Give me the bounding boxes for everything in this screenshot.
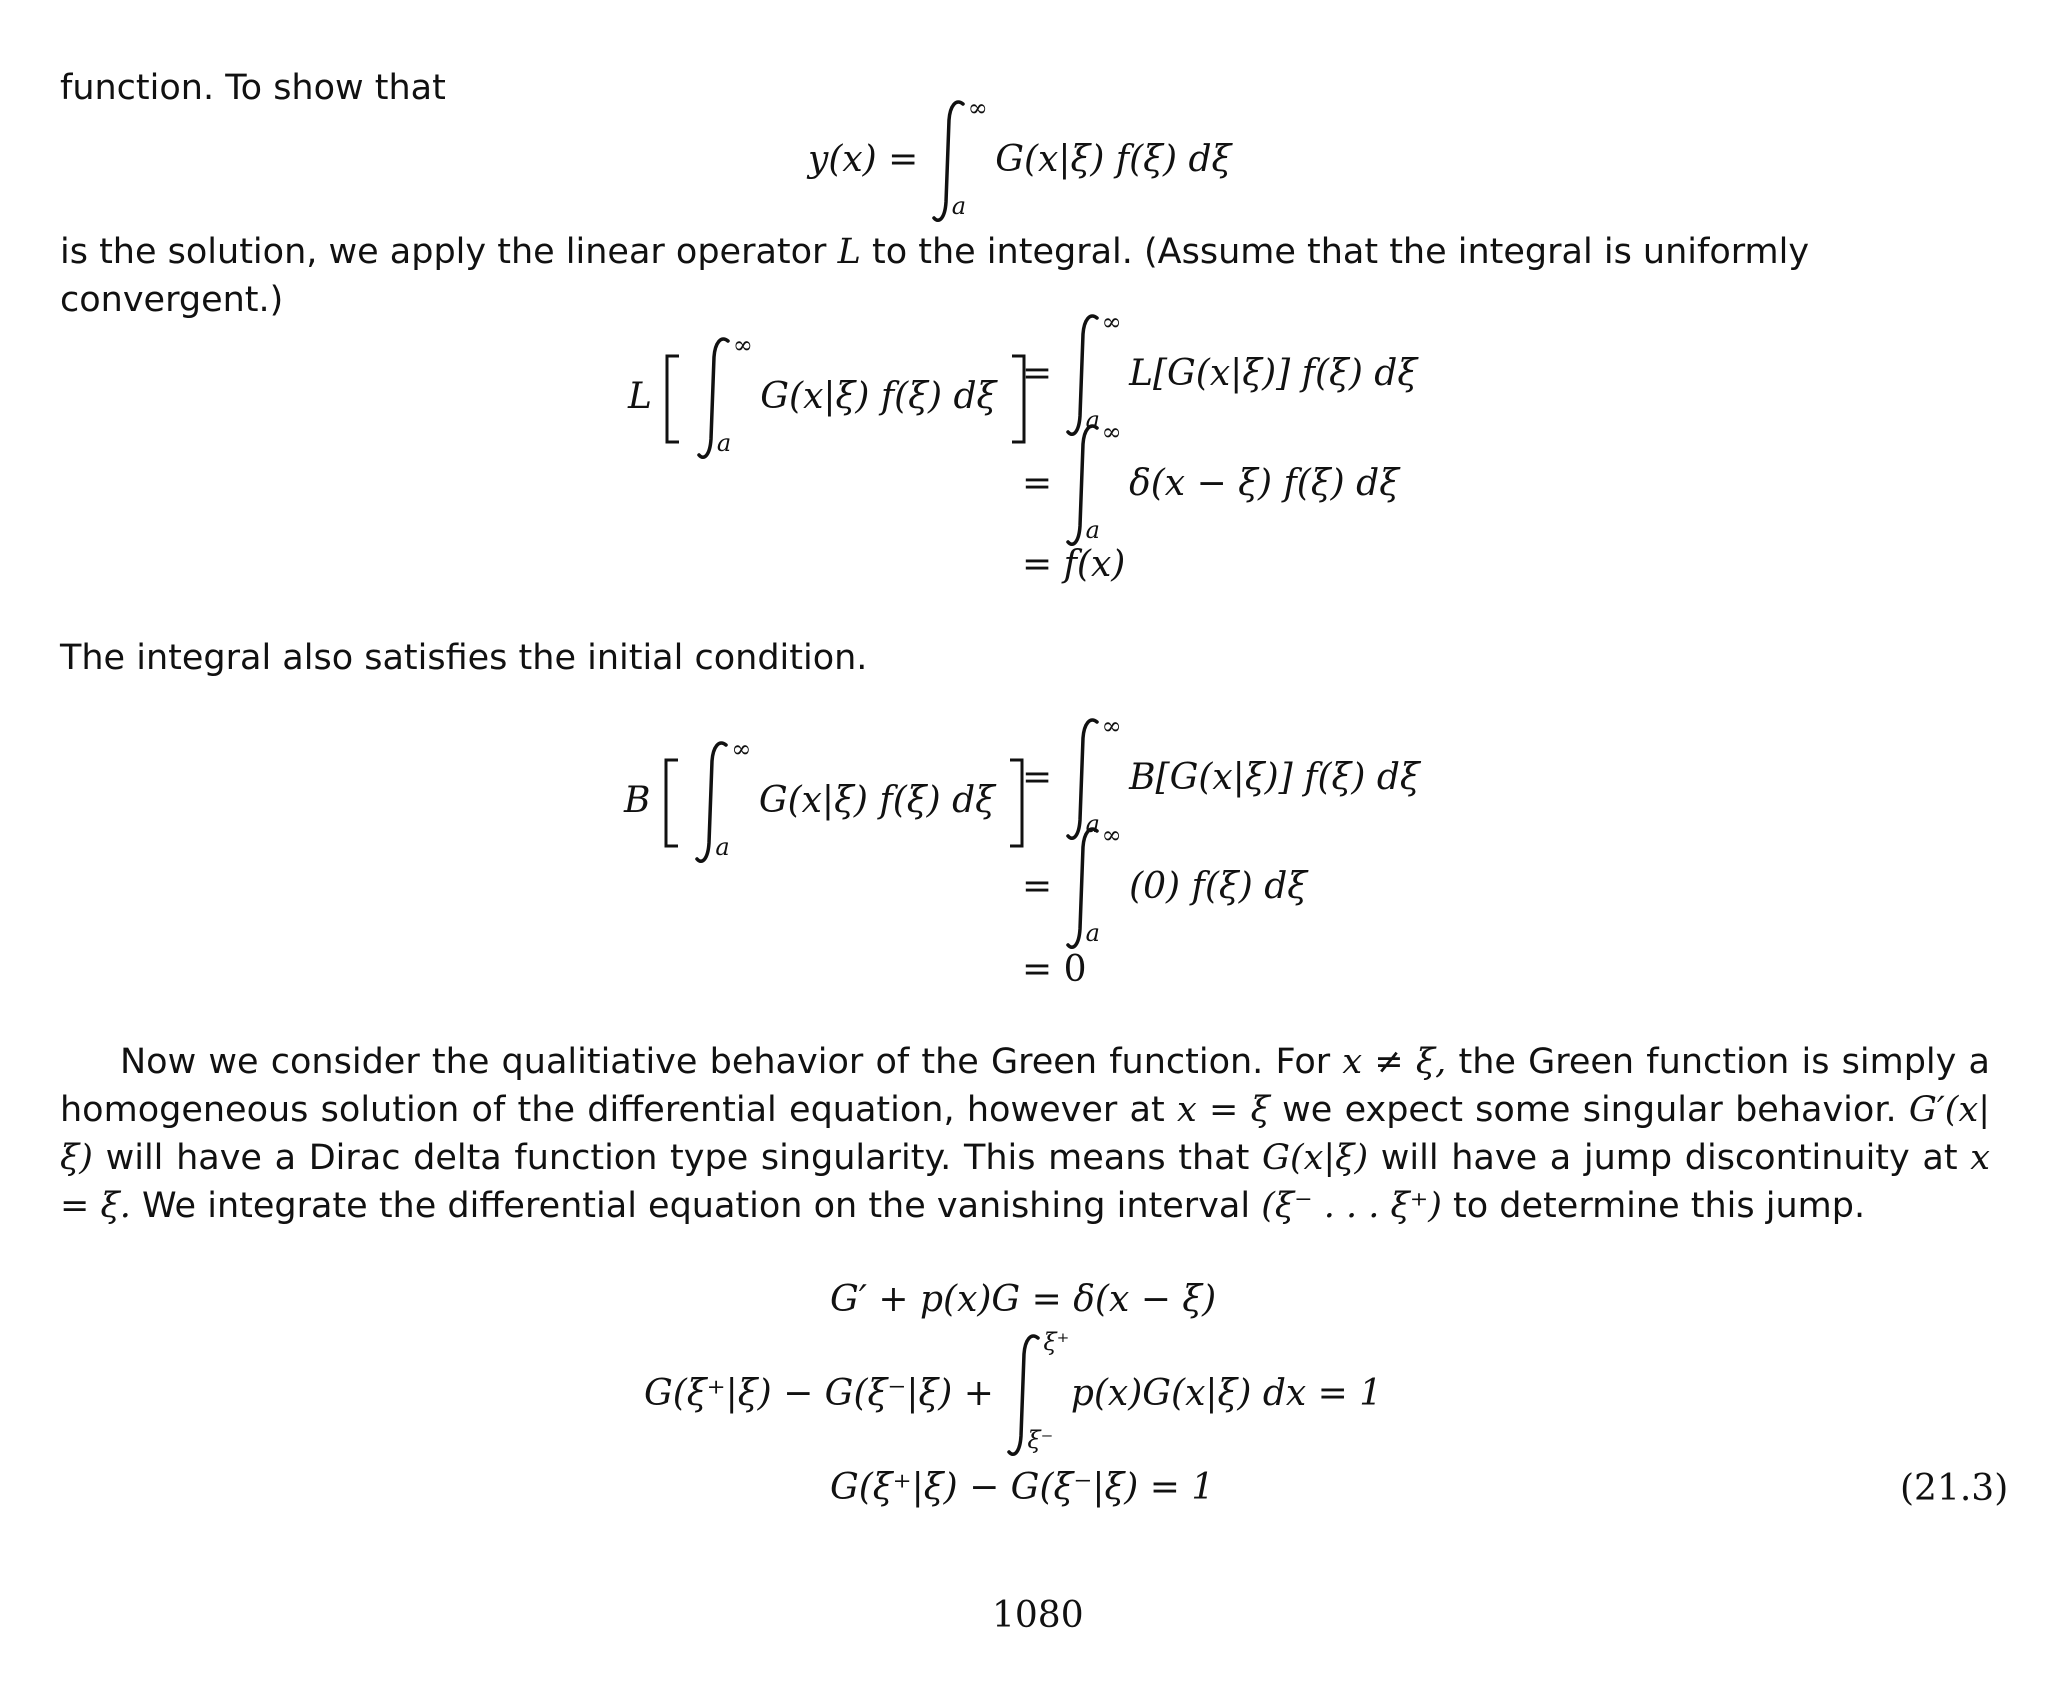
- integral-sign-icon: [930, 94, 988, 220]
- eq1-lower-limit: a: [951, 192, 967, 220]
- eqG-line2-right: p(x)G(x|ξ) dx = 1: [1070, 1373, 1383, 1414]
- math-g: G(x|ξ): [1262, 1138, 1369, 1178]
- para-text-b: the Green function is simply a homogeneous solution of the differential equation, however at: [60, 1042, 1990, 1130]
- eqL-operator: L: [628, 376, 652, 417]
- equation-number: (21.3): [1900, 1468, 2009, 1509]
- eqG-line2-left: G(ξ⁺|ξ) − G(ξ⁻|ξ) +: [644, 1373, 994, 1414]
- integral-sign-icon: [693, 735, 752, 861]
- integral-sign-icon: [1064, 821, 1122, 947]
- equation-y-of-x: [808, 94, 1232, 220]
- integral-sign-icon: [1064, 712, 1122, 838]
- math-x-eq-xi: x = ξ: [1176, 1090, 1270, 1130]
- eqL-inner: G(x|ξ) f(ξ) dξ: [760, 376, 997, 417]
- eqL-inner-upper: ∞: [732, 331, 753, 359]
- page-number: 1080: [992, 1595, 1084, 1636]
- eqL-row1-upper: ∞: [1101, 308, 1122, 336]
- eqL-row1: L[G(x|ξ)] f(ξ) dξ: [1129, 353, 1418, 394]
- paragraph-apply-operator: [60, 228, 1990, 324]
- equation-L-lhs: [628, 331, 1028, 457]
- eqL-inner-lower: a: [716, 429, 732, 457]
- eqL-row2-upper: ∞: [1101, 418, 1122, 446]
- operator-L: L: [837, 232, 861, 272]
- math-x-eq-xi-dot: x = ξ.: [60, 1138, 1990, 1226]
- paragraph-qualitative-behavior: [60, 1038, 1990, 1230]
- eqB-row2-upper: ∞: [1101, 821, 1122, 849]
- text-apply: is the solution, we apply the linear operator: [60, 232, 827, 272]
- eqB-equals-2: =: [1022, 866, 1053, 907]
- eq1-upper-limit: ∞: [967, 94, 988, 122]
- integral-sign-icon: [695, 331, 753, 457]
- eqB-row1: B[G(x|ξ)] f(ξ) dξ: [1129, 757, 1420, 798]
- eqG-lower-limit: ξ⁻: [1027, 1426, 1054, 1454]
- para-text-a: Now we consider the qualitiative behavior of the Green function. For: [120, 1042, 1331, 1082]
- math-x-neq-xi: x ≠ ξ,: [1342, 1042, 1447, 1082]
- integral-sign-icon: [1064, 418, 1122, 544]
- equation-L-row2: [1022, 418, 1400, 544]
- eqB-row1-lower: a: [1085, 810, 1100, 838]
- eqB-inner-lower: a: [715, 833, 730, 861]
- para-text-g: to determine this jump.: [1453, 1186, 1866, 1226]
- integral-sign-icon: [1064, 308, 1122, 434]
- equation-L-row1: [1022, 308, 1418, 434]
- eqL-equals-1: =: [1022, 353, 1053, 394]
- left-bracket-icon: [662, 758, 682, 848]
- eqB-inner: G(x|ξ) f(ξ) dξ: [758, 780, 995, 821]
- eqL-row1-lower: a: [1085, 406, 1100, 434]
- eqB-equals-1: =: [1022, 757, 1053, 798]
- math-interval: (ξ⁻ . . . ξ⁺): [1261, 1186, 1442, 1226]
- equation-G-line1: G′ + p(x)G = δ(x − ξ): [830, 1279, 1217, 1320]
- para-text-d: will have a Dirac delta function type singularity. This means that: [105, 1138, 1250, 1178]
- eqB-operator: B: [624, 780, 651, 821]
- math-g-prime: G′(x|ξ): [60, 1090, 1990, 1178]
- eqL-row2: δ(x − ξ) f(ξ) dξ: [1129, 463, 1400, 504]
- left-bracket-icon: [663, 354, 683, 444]
- para-text-e: will have a jump discontinuity at: [1380, 1138, 1958, 1178]
- eqB-row2-lower: a: [1085, 919, 1100, 947]
- eqG-upper-limit: ξ⁺: [1043, 1328, 1070, 1356]
- eqB-row1-upper: ∞: [1101, 712, 1122, 740]
- equation-B-row2: [1022, 821, 1308, 947]
- equation-G-line3: G(ξ⁺|ξ) − G(ξ⁻|ξ) = 1: [830, 1467, 1215, 1508]
- eqL-row2-lower: a: [1085, 516, 1100, 544]
- eqB-inner-upper: ∞: [731, 735, 752, 763]
- text-uniform: to the integral. (Assume that the integral is uniformly convergent.): [60, 232, 1810, 320]
- paragraph-initial-condition: The integral also satisfies the initial condition.: [60, 638, 868, 678]
- equation-B-row3: = 0: [1022, 949, 1087, 990]
- eq1-body: G(x|ξ) f(ξ) dξ: [995, 139, 1232, 180]
- equation-G-line2: [644, 1328, 1383, 1454]
- equation-B-lhs: [624, 735, 1026, 861]
- integral-sign-icon: [1005, 1328, 1070, 1454]
- para-text-f: We integrate the differential equation on the vanishing interval: [142, 1186, 1251, 1226]
- equation-B-row1: [1022, 712, 1420, 838]
- paragraph-intro: function. To show that: [60, 68, 446, 108]
- eqL-equals-2: =: [1022, 463, 1053, 504]
- para-text-c: we expect some singular behavior.: [1282, 1090, 1897, 1130]
- eq1-lhs: y(x) =: [808, 139, 919, 180]
- eqB-row2: (0) f(ξ) dξ: [1129, 866, 1308, 907]
- equation-L-row3: = f(x): [1022, 544, 1126, 585]
